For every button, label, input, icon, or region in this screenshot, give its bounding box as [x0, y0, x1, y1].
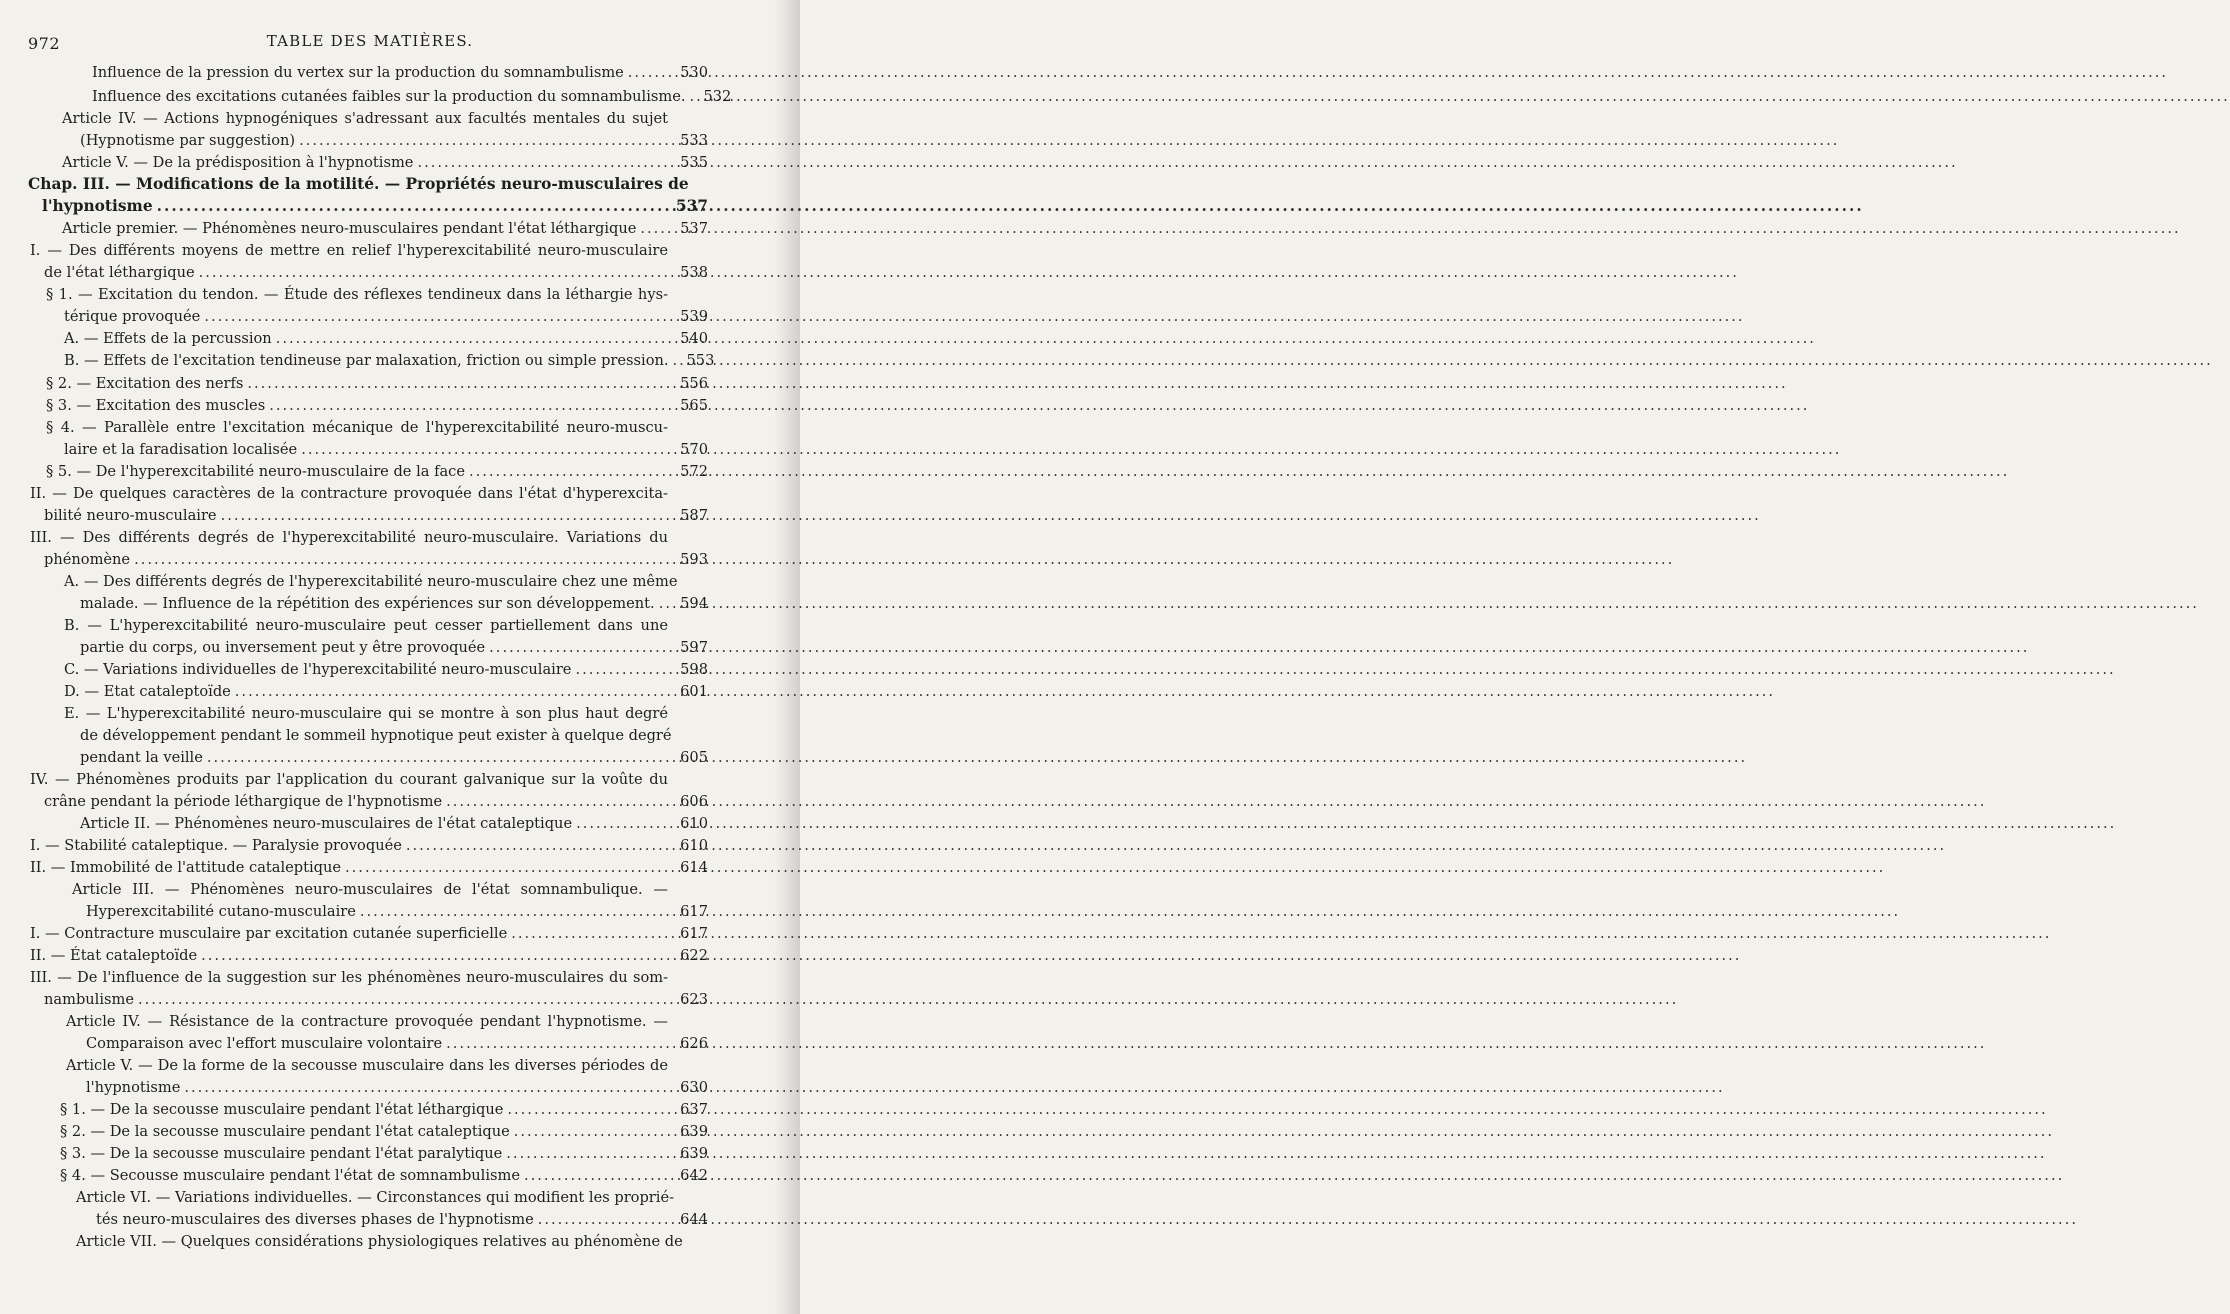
toc-entry-text: de l'état léthargique — [44, 264, 195, 281]
dot-leader — [446, 1033, 676, 1055]
toc-entry-page: 587 — [680, 507, 708, 524]
toc-entry — [80, 593, 708, 615]
toc-entry — [46, 284, 668, 306]
toc-entry-page: 570 — [680, 441, 708, 458]
toc-entry-text: § 2. — Excitation des nerfs — [46, 375, 244, 392]
dot-leader — [299, 130, 676, 152]
toc-entry — [76, 1187, 675, 1209]
toc-entry — [92, 62, 708, 84]
toc-entry-text: Article IV. — Résistance de la contracture provoquée pendant l'hypnotisme. — — [66, 1013, 668, 1030]
toc-entry — [64, 659, 708, 681]
dot-leader — [199, 262, 677, 284]
toc-entry — [86, 1033, 708, 1055]
toc-entry — [46, 461, 708, 483]
toc-entry-text: § 2. — De la secousse musculaire pendant l'état cataleptique — [60, 1123, 510, 1140]
toc-entry-page: 639 — [680, 1145, 708, 1162]
toc-entry — [30, 967, 668, 989]
toc-entry-text: § 3. — Excitation des muscles — [46, 397, 266, 414]
toc-entry — [62, 152, 708, 174]
toc-entry-text: § 4. — Secousse musculaire pendant l'état de somnambulisme — [60, 1167, 520, 1184]
toc-entry-page: 537 — [675, 197, 708, 215]
toc-entry-text: laire et la faradisation localisée — [64, 441, 298, 458]
toc-entry-text: Article IV. — Actions hypnogéniques s'adressant aux facultés mentales du sujet — [62, 110, 668, 127]
dot-leader — [511, 923, 676, 945]
toc-entry — [60, 1099, 708, 1121]
toc-entry-text: Article II. — Phénomènes neuro-musculaires de l'état cataleptique — [80, 815, 573, 832]
toc-entry-page: 533 — [680, 132, 708, 149]
toc-entry-page: 594 — [680, 595, 708, 612]
toc-entry-page: 610 — [680, 815, 708, 832]
document-page — [0, 0, 800, 1314]
dot-leader — [157, 195, 672, 217]
toc-entry-page: 601 — [680, 683, 708, 700]
dot-leader — [221, 505, 677, 527]
dot-leader — [184, 1077, 676, 1099]
toc-entry-page: 535 — [680, 154, 708, 171]
dot-leader — [659, 593, 676, 615]
toc-entry-text: l'hypnotisme — [42, 197, 153, 215]
toc-entry — [30, 945, 708, 967]
toc-entry — [46, 417, 668, 439]
toc-entry — [46, 395, 708, 417]
toc-entry-text: Article V. — De la prédisposition à l'hypnotisme — [62, 154, 414, 171]
toc-entry-text: partie du corps, ou inversement peut y être provoquée — [80, 639, 486, 656]
dot-leader — [204, 306, 676, 328]
dot-leader — [640, 218, 676, 240]
toc-entry-text: II. — De quelques caractères de la contracture provoquée dans l'état d'hyperexcita- — [30, 485, 668, 502]
toc-entry — [44, 989, 708, 1011]
toc-entry-page: 553 — [686, 352, 715, 369]
toc-entry — [92, 86, 732, 108]
dot-leader — [235, 681, 676, 703]
toc-entry — [30, 769, 668, 791]
dot-leader — [538, 1209, 676, 1231]
dot-leader — [507, 1099, 676, 1121]
toc-entry-text: Article VII. — Quelques considérations physiologiques relatives au phénomène de — [76, 1233, 683, 1250]
dot-leader — [276, 328, 676, 350]
toc-entry-text: nambulisme — [44, 991, 134, 1008]
dot-leader — [269, 395, 676, 417]
toc-entry-page: 623 — [680, 991, 708, 1008]
toc-entry-text: Comparaison avec l'effort musculaire volontaire — [86, 1035, 443, 1052]
dot-leader — [628, 62, 676, 84]
toc-entry-page: 597 — [680, 639, 708, 656]
toc-entry-text: Influence de la pression du vertex sur la production du somnambulisme — [92, 64, 624, 81]
toc-entry-text: II. — Immobilité de l'attitude cataleptique — [30, 859, 342, 876]
toc-entry — [42, 195, 708, 217]
dot-leader — [207, 747, 676, 769]
toc-entry-page: 642 — [680, 1167, 708, 1184]
dot-leader — [469, 461, 676, 483]
toc-entry-page: 626 — [680, 1035, 708, 1052]
toc-entry-page: 539 — [680, 308, 708, 325]
toc-entry — [30, 923, 708, 945]
toc-entry-text: B. — Effets de l'excitation tendineuse par malaxation, friction ou simple pression. — [64, 352, 669, 369]
toc-entry-page: 593 — [680, 551, 708, 568]
toc-entry-page: 614 — [680, 859, 708, 876]
dot-leader — [506, 1143, 676, 1165]
toc-entry-text: phénomène — [44, 551, 131, 568]
toc-entry-text: III. — Des différents degrés de l'hyperexcitabilité neuro-musculaire. Variations du — [30, 529, 668, 546]
toc-entry-page: 644 — [680, 1211, 708, 1228]
toc-entry — [80, 637, 708, 659]
toc-entry — [62, 218, 708, 240]
toc-entry — [64, 615, 668, 637]
toc-entry-page: 617 — [680, 903, 708, 920]
toc-entry-text: pendant la veille — [80, 749, 203, 766]
toc-entry-text: § 4. — Parallèle entre l'excitation mécanique de l'hyperexcitabilité neuro-muscu- — [46, 419, 668, 436]
toc-entry-text: tés neuro-musculaires des diverses phases de l'hypnotisme — [96, 1211, 534, 1228]
toc-entry-text: térique provoquée — [64, 308, 201, 325]
toc-entry — [30, 483, 668, 505]
toc-entry — [62, 108, 668, 130]
toc-entry — [64, 439, 708, 461]
toc-entry-text: A. — Des différents degrés de l'hyperexcitabilité neuro-musculaire chez une même — [64, 573, 678, 590]
dot-leader — [673, 350, 683, 372]
toc-entry — [64, 328, 708, 350]
toc-entry-text: Chap. III. — Modifications de la motilité. — Propriétés neuro-musculaires de — [28, 175, 689, 193]
dot-leader — [446, 791, 676, 813]
toc-entry — [64, 571, 678, 593]
dot-leader — [575, 659, 676, 681]
toc-entry-page: 605 — [680, 749, 708, 766]
dot-leader — [301, 439, 676, 461]
toc-entry-text: de développement pendant le sommeil hypnotique peut exister à quelque degré — [80, 727, 672, 744]
toc-entry-text: Hyperexcitabilité cutano-musculaire — [86, 903, 356, 920]
toc-entry-text: crâne pendant la période léthargique de l'hypnotisme — [44, 793, 443, 810]
dot-leader — [201, 945, 676, 967]
toc-entry-page: 540 — [680, 330, 708, 347]
dot-leader — [417, 152, 676, 174]
toc-entry-page: 565 — [680, 397, 708, 414]
toc-entry-page: 610 — [680, 837, 708, 854]
toc-entry — [80, 747, 708, 769]
toc-entry — [30, 835, 708, 857]
toc-entry-text: II. — État cataleptoïde — [30, 947, 198, 964]
toc-entry — [64, 306, 708, 328]
running-title: TABLE DES MATIÈRES. — [266, 32, 474, 50]
toc-entry — [64, 703, 668, 725]
dot-leader — [524, 1165, 676, 1187]
dot-leader — [345, 857, 676, 879]
dot-leader — [489, 637, 676, 659]
toc-entry-text: Article VI. — Variations individuelles. — Circonstances qui modifient les proprié- — [76, 1189, 675, 1206]
toc-entry-text: IV. — Phénomènes produits par l'application du courant galvanique sur la voûte du — [30, 771, 668, 788]
toc-entry-text: Article III. — Phénomènes neuro-musculaires de l'état somnambulique. — — [72, 881, 668, 898]
toc-entry — [30, 857, 708, 879]
toc-entry-text: malade. — Influence de la répétition des expériences sur son développement. — [80, 595, 655, 612]
toc-entry-page: 630 — [680, 1079, 708, 1096]
toc-entry-page: 537 — [680, 220, 708, 237]
toc-entry-text: Article V. — De la forme de la secousse musculaire dans les diverses périodes de — [66, 1057, 668, 1074]
toc-entry-text: bilité neuro-musculaire — [44, 507, 217, 524]
toc-entry-page: 530 — [680, 64, 708, 81]
toc-entry-text: § 1. — De la secousse musculaire pendant l'état léthargique — [60, 1101, 504, 1118]
toc-entry — [44, 791, 708, 813]
toc-entry — [76, 1231, 683, 1253]
toc-entry-text: C. — Variations individuelles de l'hyperexcitabilité neuro-musculaire — [64, 661, 572, 678]
toc-entry-page: 606 — [680, 793, 708, 810]
toc-entry — [30, 240, 668, 262]
dot-leader — [247, 373, 676, 395]
toc-entry-text: l'hypnotisme — [86, 1079, 181, 1096]
toc-entry — [80, 725, 672, 747]
toc-entry — [86, 901, 708, 923]
toc-entry-page: 637 — [680, 1101, 708, 1118]
toc-entry — [80, 130, 708, 152]
toc-entry-text: Article premier. — Phénomènes neuro-musculaires pendant l'état léthargique — [62, 220, 637, 237]
toc-entry-text: D. — Etat cataleptoïde — [64, 683, 231, 700]
toc-entry-page: 598 — [680, 661, 708, 678]
toc-entry-text: III. — De l'influence de la suggestion sur les phénomènes neuro-musculaires du som- — [30, 969, 668, 986]
toc-entry-text: (Hypnotisme par suggestion) — [80, 132, 296, 149]
toc-entry-text: A. — Effets de la percussion — [64, 330, 272, 347]
dot-leader — [514, 1121, 676, 1143]
toc-entry — [60, 1143, 708, 1165]
toc-entry-text: § 1. — Excitation du tendon. — Étude des réflexes tendineux dans la léthargie hys- — [46, 286, 668, 303]
toc-entry — [66, 1011, 668, 1033]
toc-entry-page: 617 — [680, 925, 708, 942]
page-number: 972 — [28, 34, 61, 53]
toc-entry — [46, 373, 708, 395]
toc-entry — [66, 1055, 668, 1077]
toc-entry-text: I. — Des différents moyens de mettre en relief l'hyperexcitabilité neuro-musculaire — [30, 242, 668, 259]
toc-entry-page: 532 — [703, 88, 732, 105]
toc-entry — [80, 813, 708, 835]
toc-entry — [44, 505, 708, 527]
toc-entry — [28, 173, 689, 195]
dot-leader — [576, 813, 676, 835]
toc-entry-page: 572 — [680, 463, 708, 480]
toc-entry-page: 639 — [680, 1123, 708, 1140]
toc-entry — [86, 1077, 708, 1099]
toc-entry — [64, 681, 708, 703]
dot-leader — [134, 549, 676, 571]
toc-entry-text: I. — Stabilité cataleptique. — Paralysie provoquée — [30, 837, 402, 854]
toc-entry-page: 538 — [680, 264, 708, 281]
toc-entry-text: § 5. — De l'hyperexcitabilité neuro-musculaire de la face — [46, 463, 465, 480]
toc-entry — [44, 549, 708, 571]
toc-entry — [60, 1165, 708, 1187]
toc-entry — [44, 262, 708, 284]
toc-entry — [72, 879, 668, 901]
dot-leader — [138, 989, 676, 1011]
toc-entry — [30, 527, 668, 549]
dot-leader — [360, 901, 676, 923]
toc-entry-text: I. — Contracture musculaire par excitation cutanée superficielle — [30, 925, 508, 942]
toc-entry-page: 556 — [680, 375, 708, 392]
toc-entry — [64, 350, 715, 372]
dot-leader — [689, 86, 699, 108]
toc-entry-text: Influence des excitations cutanées faibles sur la production du somnambulisme. — [92, 88, 686, 105]
dot-leader — [406, 835, 676, 857]
toc-entry-text: E. — L'hyperexcitabilité neuro-musculaire qui se montre à son plus haut degré — [64, 705, 668, 722]
toc-entry-text: B. — L'hyperexcitabilité neuro-musculaire peut cesser partiellement dans une — [64, 617, 668, 634]
toc-entry — [96, 1209, 708, 1231]
toc-entry-page: 622 — [680, 947, 708, 964]
toc-entry — [60, 1121, 708, 1143]
toc-entry-text: § 3. — De la secousse musculaire pendant l'état paralytique — [60, 1145, 503, 1162]
